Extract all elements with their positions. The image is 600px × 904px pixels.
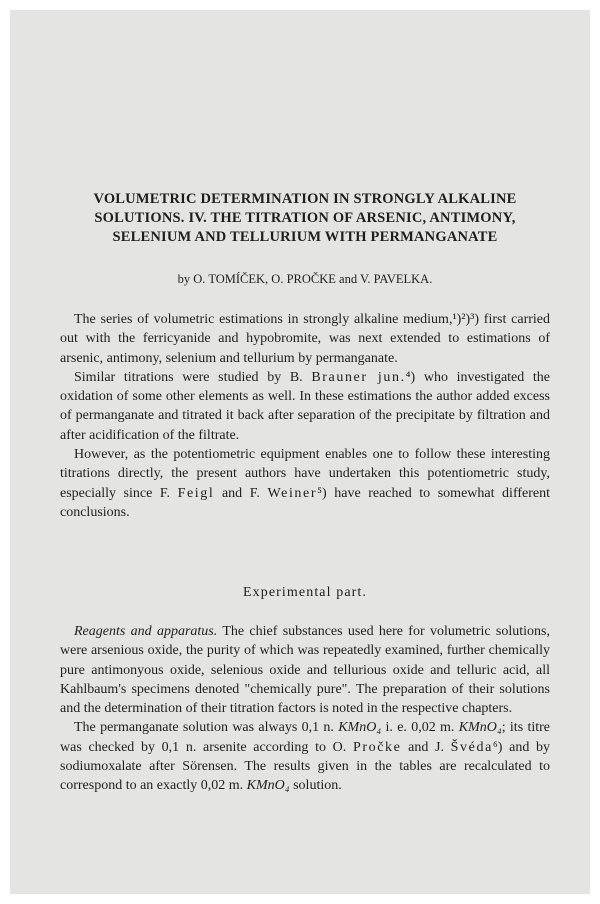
- intro-paragraph-2: [60, 368, 550, 445]
- author-name-brauner: Brauner jun.: [311, 369, 406, 385]
- article-title: [60, 190, 550, 247]
- title-line-2: SOLUTIONS. IV. THE TITRATION OF ARSENIC, ANTIMONY,: [94, 210, 516, 226]
- intro-p3-text-mid: and F.: [221, 485, 260, 501]
- document-page: [10, 10, 590, 894]
- author-name-sveda: Švéda: [450, 739, 493, 755]
- experimental-section: [60, 622, 550, 796]
- exp-p2-text-e: ⁶) and by sodiumoxalate after Sörensen. The results given in the tables are recalculated to correspond to an exactly 0,02 m.: [60, 739, 551, 794]
- formula-kmno4: KMnO₄: [246, 778, 290, 794]
- section-heading: Experimental part.: [243, 585, 367, 600]
- exp-p2-text-c: ; its titre was checked by 0,1 n. arsenite according to O.: [60, 720, 550, 755]
- formula-kmno4: KMnO₄: [338, 720, 382, 736]
- exp-p2-text-a: The permanganate solution was always 0,1 n.: [74, 720, 334, 736]
- title-line-1: VOLUMETRIC DETERMINATION IN STRONGLY ALKALINE: [93, 191, 517, 207]
- exp-p2-text-f: solution.: [293, 778, 342, 794]
- intro-paragraph-1: The series of volumetric estimations in strongly alkaline medium,¹)²)³) first carried out with the ferricyanide and hypobromite, was next extended to estimations of arsenic, antimony, selenium and tellurium by permanganate.: [60, 312, 550, 366]
- author-name-procke: Pročke: [352, 739, 402, 755]
- intro-p2-text-a: Similar titrations were studied by B.: [74, 369, 303, 385]
- intro-p3-text-a: However, as the potentiometric equipment enables one to follow these interesting titrations directly, the present authors have undertaken this potentiometric study, especially since F.: [60, 447, 550, 501]
- title-line-3: SELENIUM AND TELLURIUM WITH PERMANGANATE: [112, 229, 498, 245]
- author-line: [60, 272, 550, 287]
- intro-section: [60, 310, 550, 522]
- intro-p2-text-b: ⁴) who investigated the oxidation of some other elements as well. In these estimations the author added excess of permanganate and titrated it back after separation of the precipitate by filtration and after acidification of the filtrate.: [60, 369, 551, 443]
- author-name-feigl: Feigl: [177, 485, 215, 501]
- experimental-p1-text: The chief substances used here for volumetric solutions, were arsenious oxide, the purity of which was repeatedly examined, further chemically pure antimonyous oxide, selenious oxide and tellurious oxide and telluric acid, all Kahlbaum's specimens denoted "chemically pure". The preparation of their solutions and the determination of their titration factors is noted in the respective chapters.: [60, 624, 550, 717]
- intro-paragraph-3: [60, 445, 550, 522]
- author-name-weiner: Weiner: [267, 485, 318, 501]
- authors-prefix: by: [177, 272, 191, 286]
- exp-p2-text-d: and J.: [408, 739, 444, 755]
- intro-p3-text-b: ⁵) have reached to somewhat different conclusions.: [60, 485, 551, 520]
- experimental-paragraph-2: [60, 718, 550, 795]
- formula-kmno4: KMnO₄: [458, 720, 502, 736]
- experimental-paragraph-1: [60, 622, 550, 718]
- authors-names: O. TOMÍČEK, O. PROČKE and V. PAVELKA.: [193, 272, 433, 286]
- exp-p2-text-b: i. e. 0,02 m.: [385, 720, 455, 736]
- paragraph-lead: Reagents and apparatus.: [74, 624, 218, 639]
